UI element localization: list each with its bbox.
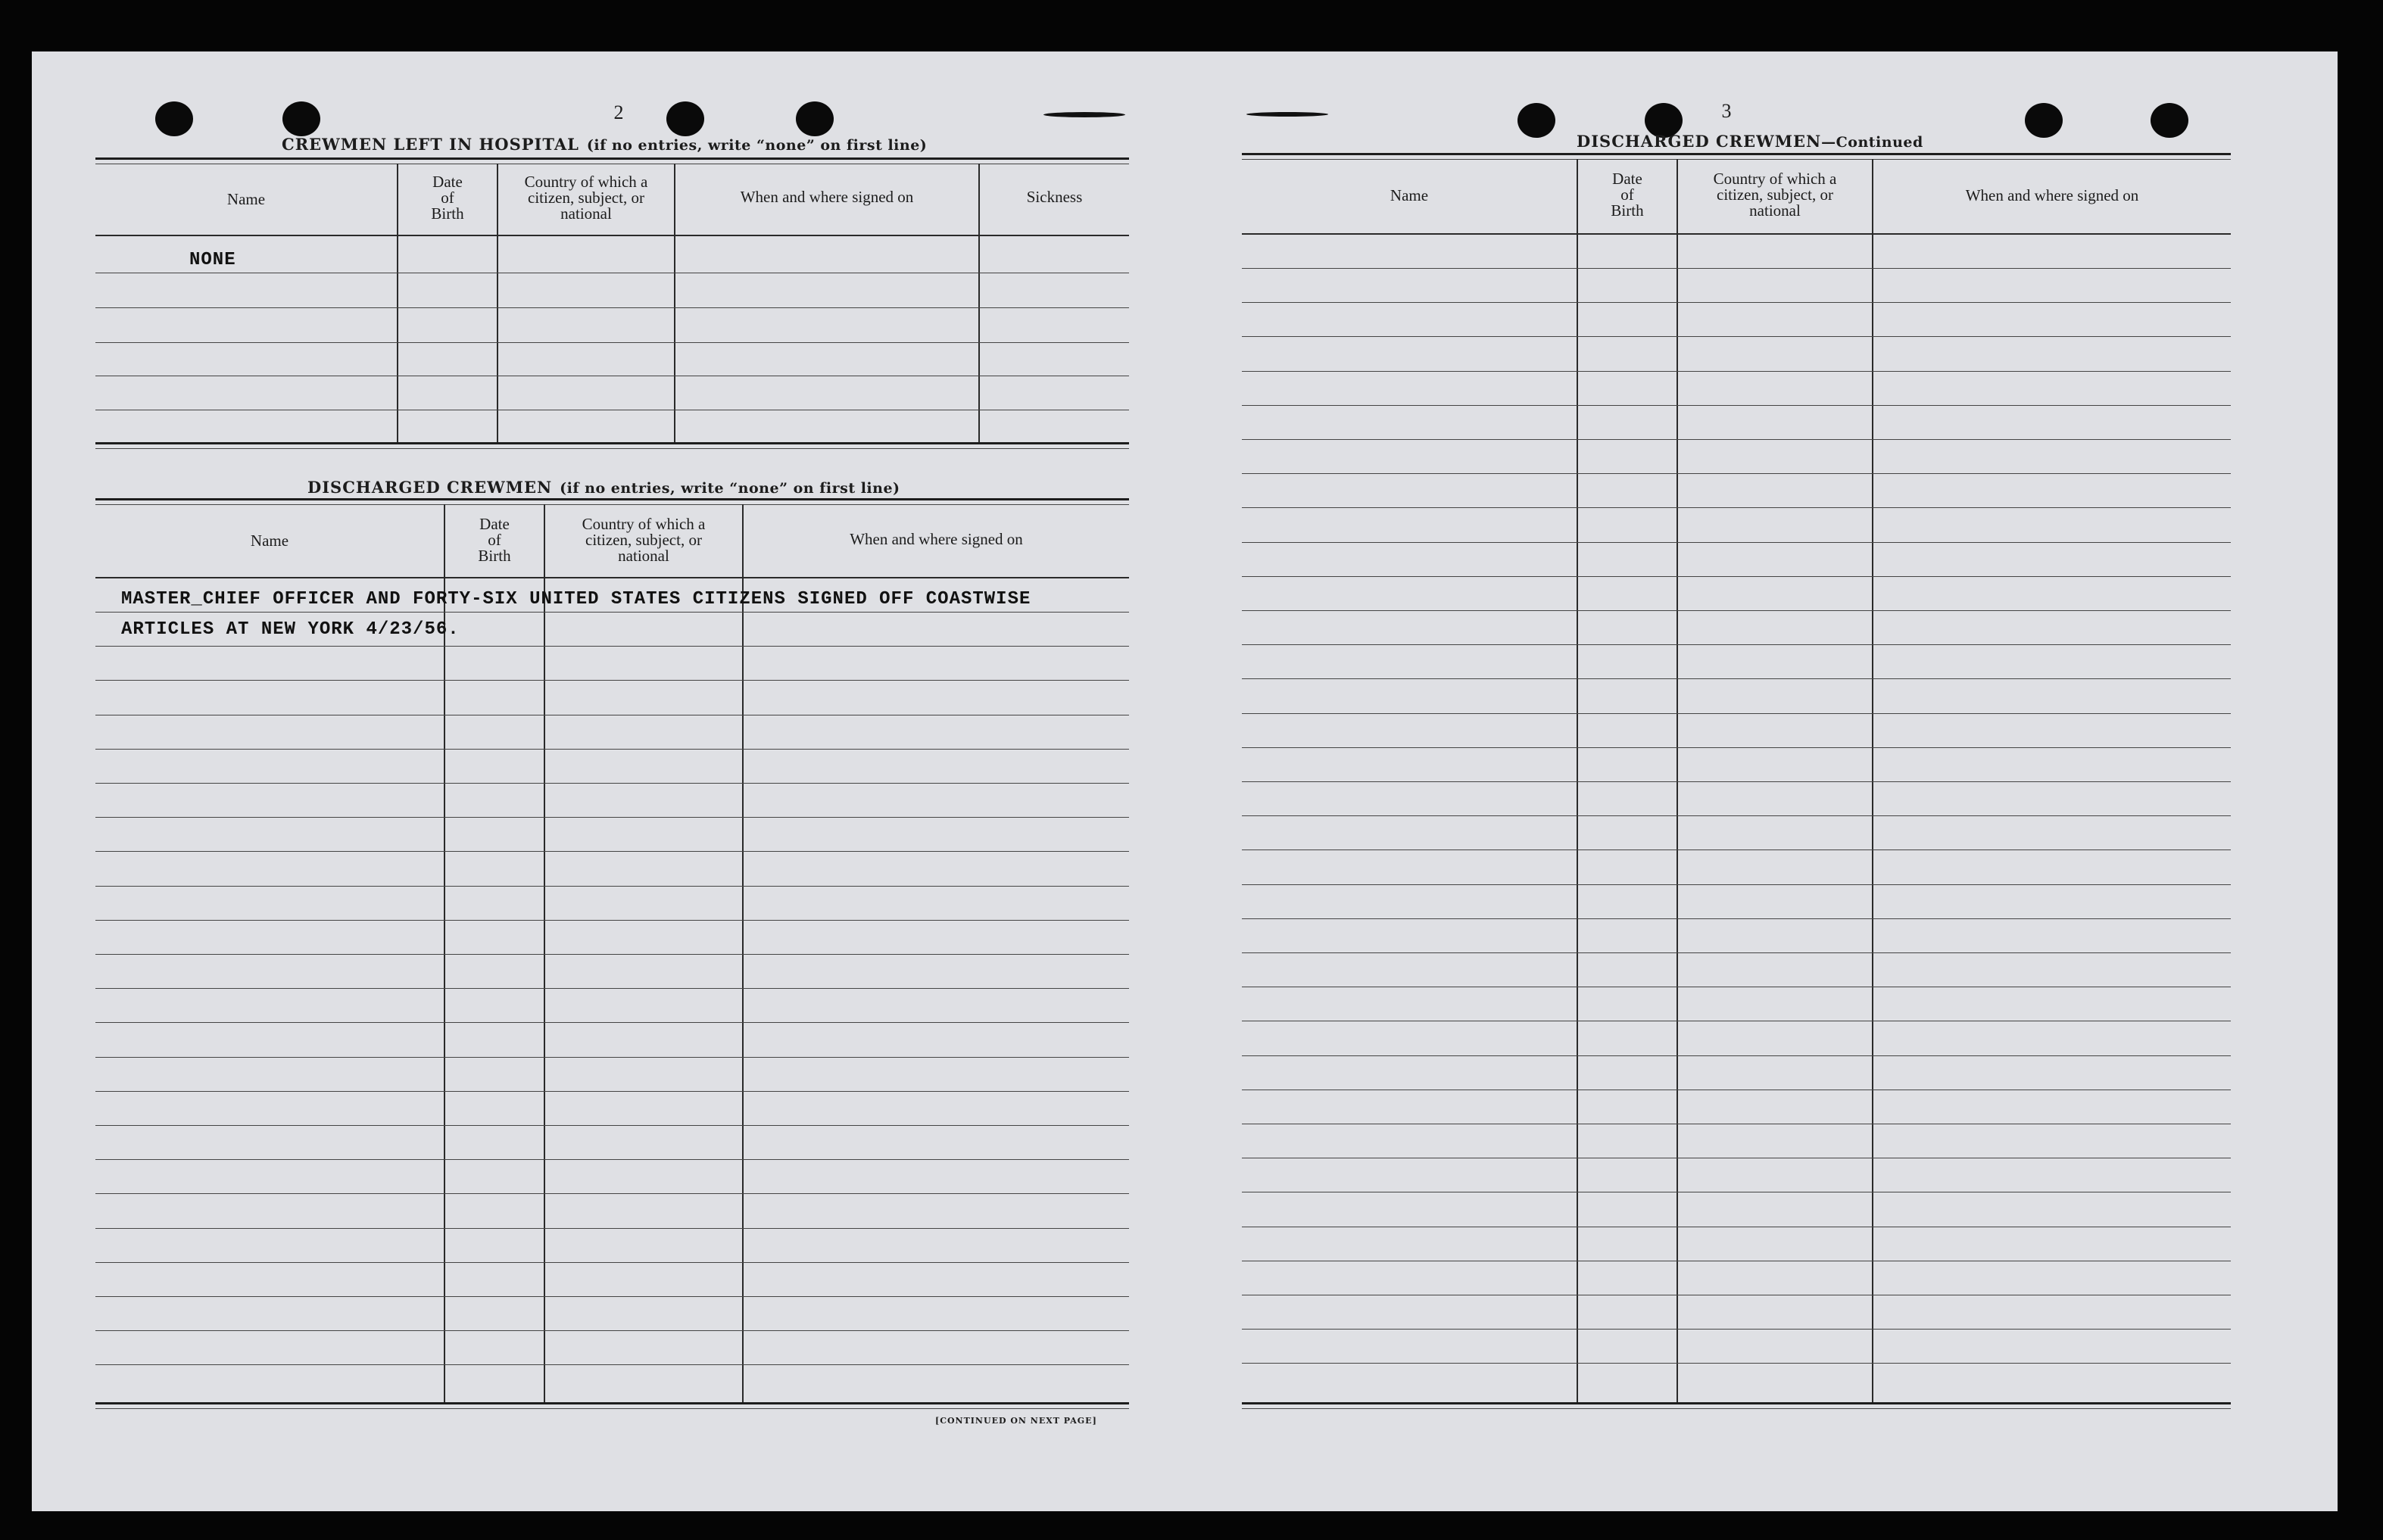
discharged-table-bottom-rule xyxy=(95,1402,1129,1404)
right-title-text: DISCHARGED CREWMEN xyxy=(1577,132,1822,151)
ruled-row-line xyxy=(1242,302,2231,303)
ruled-row-line xyxy=(95,954,1129,955)
ruled-row-line xyxy=(1242,747,2231,748)
ruled-row-line xyxy=(95,1364,1129,1365)
hospital-row-rule xyxy=(95,342,1129,343)
ruled-row-line xyxy=(1242,1055,2231,1056)
hospital-entry-none: NONE xyxy=(189,250,236,270)
ruled-row-line xyxy=(1242,439,2231,440)
discharged-col-signed-on: When and where signed on xyxy=(850,530,1023,548)
ruled-row-line xyxy=(95,783,1129,784)
page-number-left: 2 xyxy=(613,101,624,123)
ruled-row-line xyxy=(95,886,1129,887)
hospital-table-top-rule xyxy=(95,157,1129,160)
ruled-row-line xyxy=(1242,405,2231,406)
ruled-row-line xyxy=(1242,884,2231,885)
ink-smudge xyxy=(1043,112,1125,117)
hospital-col-country: Country of which a citizen, subject, or national xyxy=(524,173,648,223)
punch-hole xyxy=(155,101,193,136)
hospital-col-signed-on: When and where signed on xyxy=(740,188,914,206)
ruled-row-line xyxy=(95,1330,1129,1331)
document-sheet xyxy=(32,51,2338,1511)
discharged-header-bottom-rule xyxy=(95,577,1129,578)
ruled-row-line xyxy=(1242,815,2231,816)
ruled-row-line xyxy=(95,920,1129,921)
discharged-instruction: (if no entries, write “none” on first line) xyxy=(560,480,900,497)
ruled-row-line xyxy=(95,1091,1129,1092)
ruled-row-line xyxy=(1242,918,2231,919)
right-col-divider xyxy=(1677,159,1678,1402)
punch-hole xyxy=(666,101,704,136)
hospital-col-divider xyxy=(978,164,980,442)
discharged-title-text: DISCHARGED CREWMEN xyxy=(307,478,553,497)
hospital-header-bottom-rule xyxy=(95,235,1129,236)
ruled-row-line xyxy=(1242,542,2231,543)
ruled-row-line xyxy=(95,646,1129,647)
ruled-row-line xyxy=(95,1228,1129,1229)
hospital-col-name: Name xyxy=(226,190,266,208)
ruled-row-line xyxy=(95,1125,1129,1126)
hospital-table-bottom-rule-2 xyxy=(95,448,1129,449)
ruled-row-line xyxy=(1242,473,2231,474)
right-col-dob: Date of Birth xyxy=(1611,170,1644,220)
ruled-row-line xyxy=(1242,1329,2231,1330)
right-header-bottom-rule xyxy=(1242,233,2231,235)
punch-hole xyxy=(282,101,320,136)
ruled-row-line xyxy=(95,680,1129,681)
discharged-col-country: Country of which a citizen, subject, or national xyxy=(582,515,706,565)
discharged-table-top-rule xyxy=(95,498,1129,500)
discharged-table-top-rule-2 xyxy=(95,504,1129,505)
hospital-col-divider xyxy=(674,164,675,442)
hospital-section-title xyxy=(282,135,927,154)
right-col-country: Country of which a citizen, subject, or national xyxy=(1713,170,1837,220)
hospital-col-sickness: Sickness xyxy=(1026,188,1083,206)
ruled-row-line xyxy=(95,1296,1129,1297)
ruled-row-line xyxy=(1242,781,2231,782)
right-table-top-rule xyxy=(1242,153,2231,155)
ruled-row-line xyxy=(1242,371,2231,372)
punch-hole xyxy=(2151,103,2188,138)
discharged-entry-line-1: MASTER_CHIEF OFFICER AND FORTY-SIX UNITED STATES CITIZENS SIGNED OFF COASTWISE xyxy=(121,589,1031,609)
ink-smudge xyxy=(1246,112,1328,117)
right-col-signed-on: When and where signed on xyxy=(1965,186,2139,204)
ruled-row-line xyxy=(1242,1363,2231,1364)
discharged-col-divider xyxy=(544,504,545,1402)
ruled-row-line xyxy=(1242,336,2231,337)
right-table-top-rule-2 xyxy=(1242,159,2231,160)
continued-footer: [CONTINUED ON NEXT PAGE] xyxy=(935,1416,1097,1426)
hospital-title-text: CREWMEN LEFT IN HOSPITAL xyxy=(282,135,579,154)
hospital-instruction: (if no entries, write “none” on first line) xyxy=(586,137,928,154)
discharged-col-name: Name xyxy=(250,532,289,550)
discharged-section-title xyxy=(307,478,900,497)
discharged-col-divider xyxy=(742,504,744,1402)
right-title-suffix: —Continued xyxy=(1821,134,1923,151)
ruled-row-line xyxy=(95,1057,1129,1058)
right-col-divider xyxy=(1577,159,1578,1402)
right-section-title xyxy=(1577,132,1923,151)
right-col-divider xyxy=(1872,159,1873,1402)
ruled-row-line xyxy=(1242,713,2231,714)
right-table-bottom-rule xyxy=(1242,1402,2231,1404)
hospital-col-dob: Date of Birth xyxy=(431,173,464,223)
ruled-row-line xyxy=(95,817,1129,818)
ruled-row-line xyxy=(95,851,1129,852)
ruled-row-line xyxy=(95,988,1129,989)
punch-hole xyxy=(1517,103,1555,138)
ruled-row-line xyxy=(95,1193,1129,1194)
ruled-row-line xyxy=(1242,576,2231,577)
hospital-table-bottom-rule xyxy=(95,442,1129,444)
right-table-bottom-rule-2 xyxy=(1242,1408,2231,1409)
ruled-row-line xyxy=(1242,268,2231,269)
ruled-row-line xyxy=(1242,507,2231,508)
ruled-row-line xyxy=(1242,678,2231,679)
ruled-row-line xyxy=(95,612,1129,613)
punch-hole xyxy=(796,101,834,136)
discharged-entry-line-2: ARTICLES AT NEW YORK 4/23/56. xyxy=(121,619,460,640)
discharged-table-bottom-rule-2 xyxy=(95,1408,1129,1409)
hospital-row-rule xyxy=(95,307,1129,308)
ruled-row-line xyxy=(95,1262,1129,1263)
ruled-row-line xyxy=(1242,952,2231,953)
ruled-row-line xyxy=(1242,610,2231,611)
discharged-col-dob: Date of Birth xyxy=(478,515,511,565)
ruled-row-line xyxy=(1242,644,2231,645)
punch-hole xyxy=(2025,103,2063,138)
ruled-row-line xyxy=(95,749,1129,750)
page-number-right: 3 xyxy=(1721,100,1732,122)
right-col-name: Name xyxy=(1390,186,1429,204)
ruled-row-line xyxy=(95,1022,1129,1023)
ruled-row-line xyxy=(1242,849,2231,850)
ruled-row-line xyxy=(95,1159,1129,1160)
